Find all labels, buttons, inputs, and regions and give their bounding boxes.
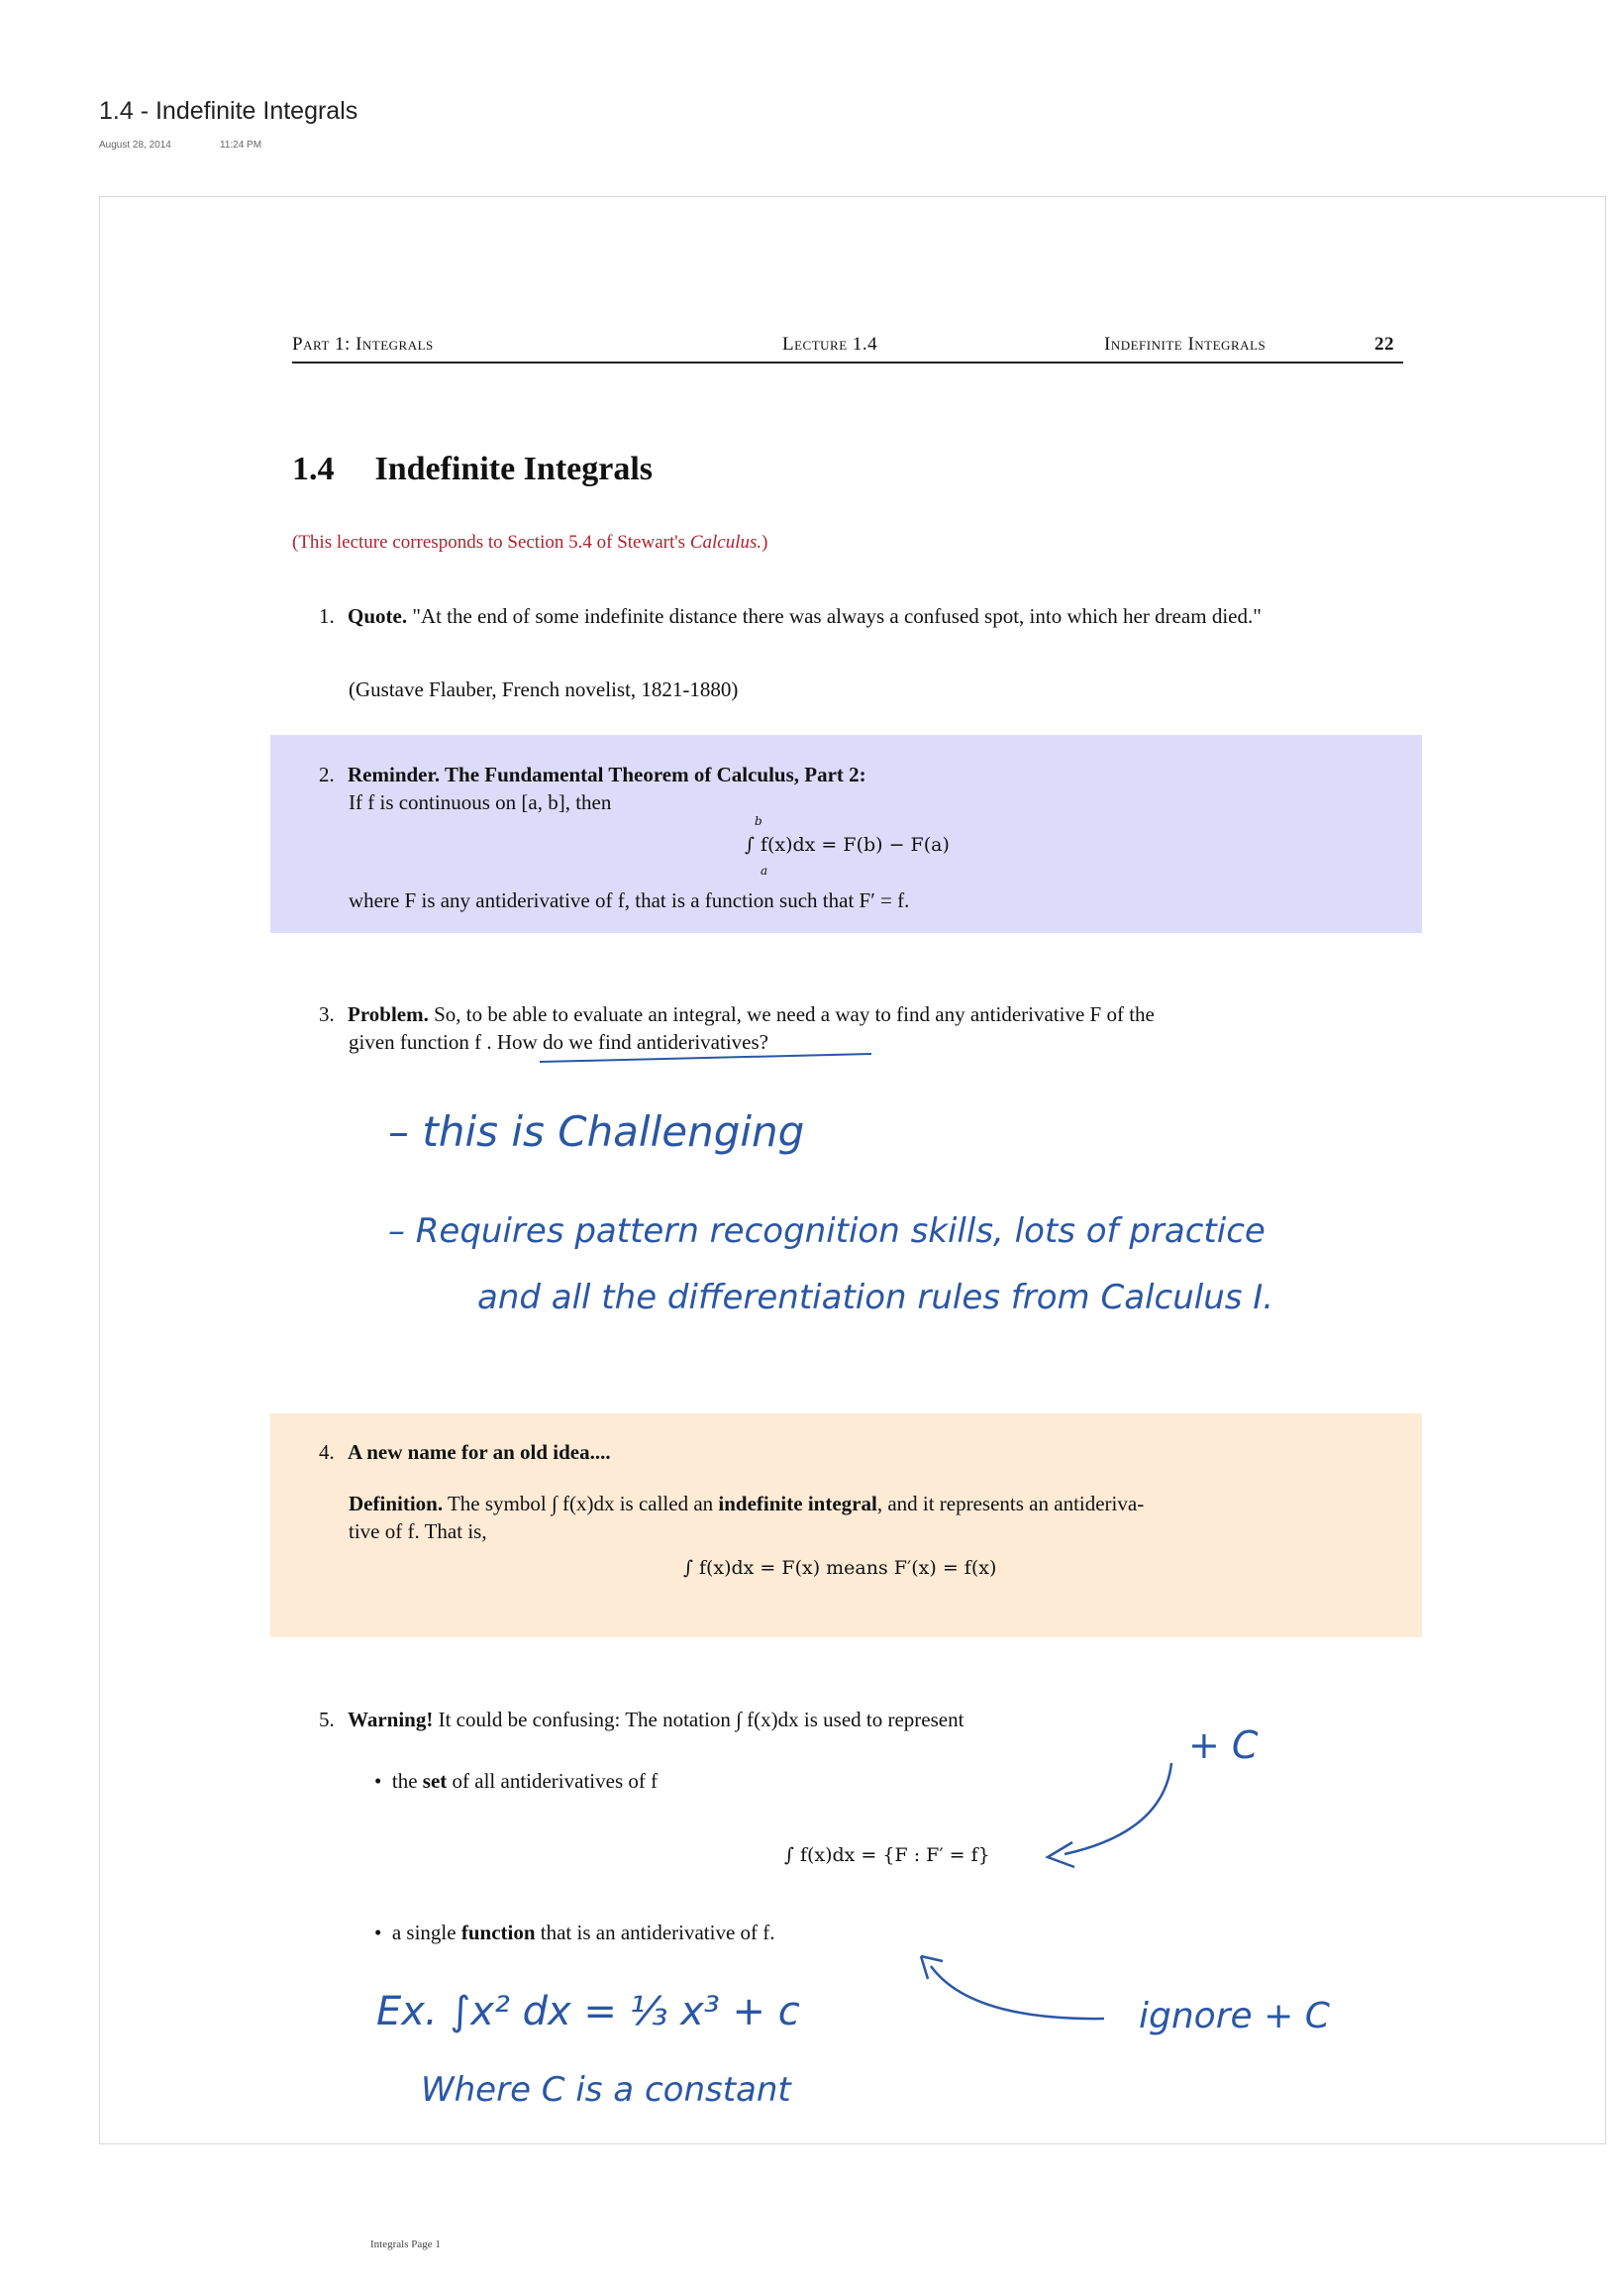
handwriting-line3: and all the differentiation rules from Calculus I. bbox=[477, 1278, 1274, 1317]
quote-text: "At the end of some indefinite distance there was always a confused spot, into which her dream died." bbox=[412, 604, 1262, 628]
quote-attribution: (Gustave Flauber, French novelist, 1821-1880) bbox=[349, 677, 739, 701]
handwriting-line1: – this is Challenging bbox=[388, 1107, 805, 1156]
handwriting-example: Ex. ∫x² dx = ⅓ x³ + c bbox=[376, 1989, 800, 2034]
note-time: 11:24 PM bbox=[220, 140, 262, 151]
bullet1-prefix: the bbox=[391, 1769, 423, 1793]
section-note-prefix: (This lecture corresponds to Section 5.4 of Stewart's bbox=[292, 532, 690, 553]
reminder-lower-limit: a bbox=[761, 864, 768, 878]
definition-def-label: Definition. bbox=[349, 1492, 444, 1515]
warning-label: Warning! bbox=[348, 1708, 434, 1731]
bullet1-suffix: of all antiderivatives of f bbox=[447, 1769, 659, 1793]
header-left: Part 1: Integrals bbox=[292, 334, 434, 355]
reminder-upper-limit: b bbox=[755, 814, 762, 828]
problem-text2: given function f . bbox=[349, 1030, 497, 1054]
quote-num: 1. bbox=[319, 604, 335, 628]
reminder-line2: where F is any antiderivative of f, that is a function such that F′ = f. bbox=[349, 888, 910, 912]
definition-text1: The symbol ∫ f(x)dx is called an bbox=[447, 1492, 719, 1515]
note-date: August 28, 2014 bbox=[99, 140, 171, 151]
reminder-num: 2. bbox=[319, 763, 335, 786]
warning-text: It could be confusing: The notation ∫ f(x)dx is used to represent bbox=[438, 1708, 964, 1731]
section-note-suffix: ) bbox=[761, 532, 768, 553]
reminder-formula-text: ∫ f(x)dx = F(b) − F(a) bbox=[745, 834, 950, 856]
handwriting-where: Where C is a constant bbox=[421, 2070, 791, 2110]
definition-formula: ∫ f(x)dx = F(x) means F′(x) = f(x) bbox=[683, 1557, 997, 1579]
problem-label: Problem. bbox=[348, 1002, 429, 1026]
arrow-to-function bbox=[931, 1966, 1104, 2019]
handwriting-line2: – Requires pattern recognition skills, lots of practice bbox=[388, 1211, 1266, 1251]
section-title: Indefinite Integrals bbox=[374, 451, 653, 487]
problem-text: So, to be able to evaluate an integral, we need a way to find any antiderivative F of the bbox=[434, 1002, 1155, 1026]
header-right: Indefinite Integrals bbox=[1104, 334, 1267, 355]
arrow-to-set-head bbox=[1048, 1842, 1074, 1867]
bullet-dot: • bbox=[374, 1769, 392, 1793]
bullet1-bold: set bbox=[422, 1769, 448, 1793]
section-note-book: Calculus. bbox=[689, 532, 762, 553]
reminder-line1: If f is continuous on [a, b], then bbox=[349, 790, 612, 814]
definition-bold: indefinite integral bbox=[718, 1492, 877, 1515]
reminder-label: Reminder. The Fundamental Theorem of Calculus, Part 2: bbox=[348, 763, 866, 786]
warning-num: 5. bbox=[319, 1708, 335, 1731]
handwriting-ignore: ignore + C bbox=[1139, 1996, 1330, 2036]
definition-text2: , and it represents an antideriva- bbox=[876, 1492, 1145, 1515]
page-footer: Integrals Page 1 bbox=[370, 2238, 441, 2250]
warning-formula: ∫ f(x)dx = {F : F′ = f} bbox=[784, 1844, 990, 1866]
arrow-to-set bbox=[1065, 1763, 1171, 1854]
definition-line2: tive of f. That is, bbox=[349, 1519, 487, 1543]
problem-num: 3. bbox=[319, 1002, 335, 1026]
handwriting-plus-c: + C bbox=[1188, 1723, 1259, 1767]
definition-label: A new name for an old idea.... bbox=[348, 1440, 611, 1464]
quote-label: Quote. bbox=[348, 604, 408, 628]
bullet2-prefix: a single bbox=[391, 1921, 461, 1944]
definition-num: 4. bbox=[319, 1440, 335, 1464]
note-title: 1.4 - Indefinite Integrals bbox=[99, 97, 358, 125]
question-underline bbox=[540, 1054, 871, 1062]
bullet2-bold: function bbox=[460, 1921, 536, 1944]
header-page-number: 22 bbox=[1374, 334, 1394, 355]
problem-question: How do we find antiderivatives? bbox=[496, 1030, 768, 1054]
bullet-dot: • bbox=[374, 1921, 392, 1944]
bullet2-suffix: that is an antiderivative of f. bbox=[535, 1921, 775, 1944]
header-center: Lecture 1.4 bbox=[782, 334, 878, 355]
section-number: 1.4 bbox=[292, 451, 335, 487]
